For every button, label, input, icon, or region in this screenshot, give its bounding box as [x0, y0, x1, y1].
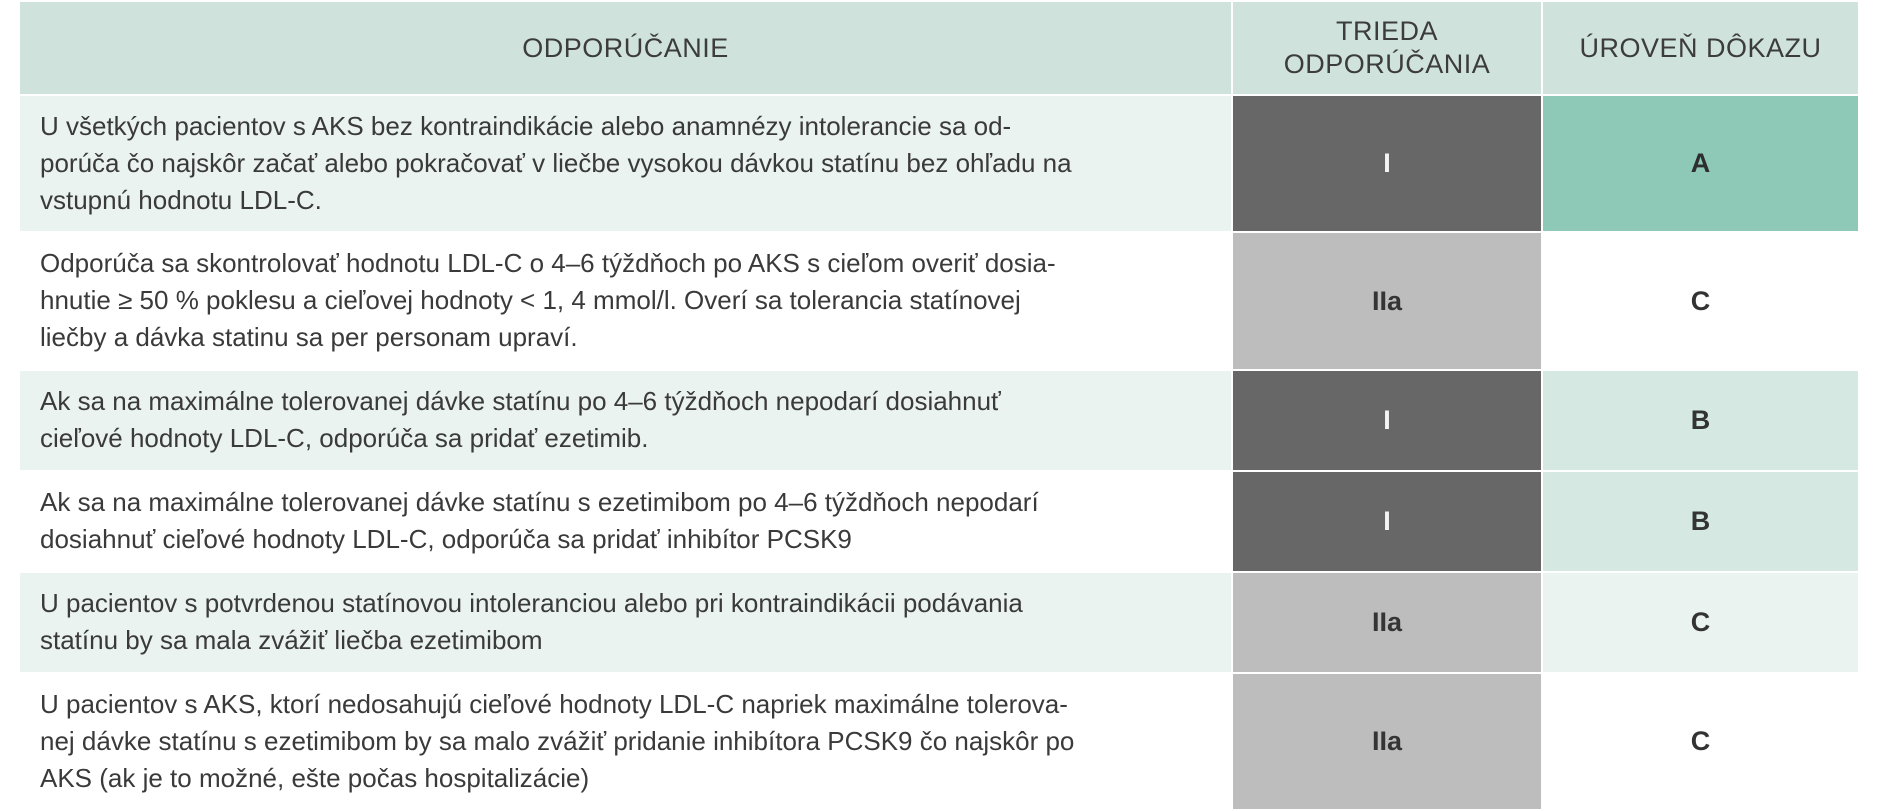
recommendation-class: IIa	[1232, 232, 1542, 370]
table-row	[19, 370, 1859, 471]
header-recommendation	[19, 1, 1232, 95]
text-line: dosiahnuť cieľové hodnoty LDL-C, odporúča sa pridať inhibítor PCSK9	[40, 524, 852, 554]
recommendation-table-container	[18, 0, 1858, 811]
header-class-line2: ODPORÚČANIA	[1283, 49, 1491, 79]
recommendation-text	[19, 673, 1232, 810]
recommendation-class: IIa	[1232, 673, 1542, 810]
evidence-level: A	[1542, 95, 1859, 232]
evidence-level: C	[1542, 673, 1859, 810]
text-line: AKS (ak je to možné, ešte počas hospitalizácie)	[40, 762, 590, 793]
header-level-label: ÚROVEŇ DÔKAZU	[1579, 32, 1822, 63]
recommendation-class: I	[1232, 370, 1542, 471]
header-row	[19, 1, 1859, 95]
text-line: Ak sa na maximálne tolerovanej dávke statínu po 4–6 týždňoch nepodarí dosiahnuť	[40, 386, 1001, 416]
table-row	[19, 95, 1859, 232]
recommendation-text	[19, 232, 1232, 370]
text-line: U všetkých pacientov s AKS bez kontraindikácie alebo anamnézy intolerancie sa od-	[40, 110, 1012, 141]
text-line: U pacientov s AKS, ktorí nedosahujú cieľové hodnoty LDL-C napriek maximálne tolerova-	[40, 688, 1068, 719]
recommendation-table	[18, 0, 1860, 811]
text-line: porúča čo najskôr začať alebo pokračovať v liečbe vysokou dávkou statínu bez ohľadu na	[40, 147, 1072, 178]
text-line: cieľové hodnoty LDL-C, odporúča sa pridať ezetimib.	[40, 423, 649, 453]
text-line: vstupnú hodnotu LDL-C.	[40, 184, 322, 215]
table-header	[19, 1, 1859, 95]
recommendation-text	[19, 572, 1232, 673]
table-row	[19, 471, 1859, 572]
recommendation-class: I	[1232, 95, 1542, 232]
text-line: nej dávke statínu s ezetimibom by sa malo zvážiť pridanie inhibítora PCSK9 čo najskôr po	[40, 725, 1075, 756]
text-line: U pacientov s potvrdenou statínovou intoleranciou alebo pri kontraindikácii podávania	[40, 588, 1023, 618]
header-class	[1232, 1, 1542, 95]
recommendation-class: I	[1232, 471, 1542, 572]
text-line: Odporúča sa skontrolovať hodnotu LDL-C o 4–6 týždňoch po AKS s cieľom overiť dosia-	[40, 248, 1056, 278]
recommendation-text	[19, 471, 1232, 572]
recommendation-text	[19, 370, 1232, 471]
header-level	[1542, 1, 1859, 95]
table-row	[19, 232, 1859, 370]
text-line: statínu by sa mala zvážiť liečba ezetimibom	[40, 625, 543, 655]
evidence-level: B	[1542, 370, 1859, 471]
recommendation-class: IIa	[1232, 572, 1542, 673]
evidence-level: C	[1542, 232, 1859, 370]
text-line: hnutie ≥ 50 % poklesu a cieľovej hodnoty < 1, 4 mmol/l. Overí sa tolerancia statínovej	[40, 285, 1021, 315]
text-line: Ak sa na maximálne tolerovanej dávke statínu s ezetimibom po 4–6 týždňoch nepodarí	[40, 487, 1039, 517]
header-class-line1: TRIEDA	[1335, 16, 1438, 46]
evidence-level: B	[1542, 471, 1859, 572]
evidence-level: C	[1542, 572, 1859, 673]
header-recommendation-label: ODPORÚČANIE	[522, 32, 729, 63]
table-body	[19, 95, 1859, 810]
table-row	[19, 572, 1859, 673]
recommendation-text	[19, 95, 1232, 232]
text-line: liečby a dávka statinu sa per personam upraví.	[40, 322, 578, 352]
table-row	[19, 673, 1859, 810]
